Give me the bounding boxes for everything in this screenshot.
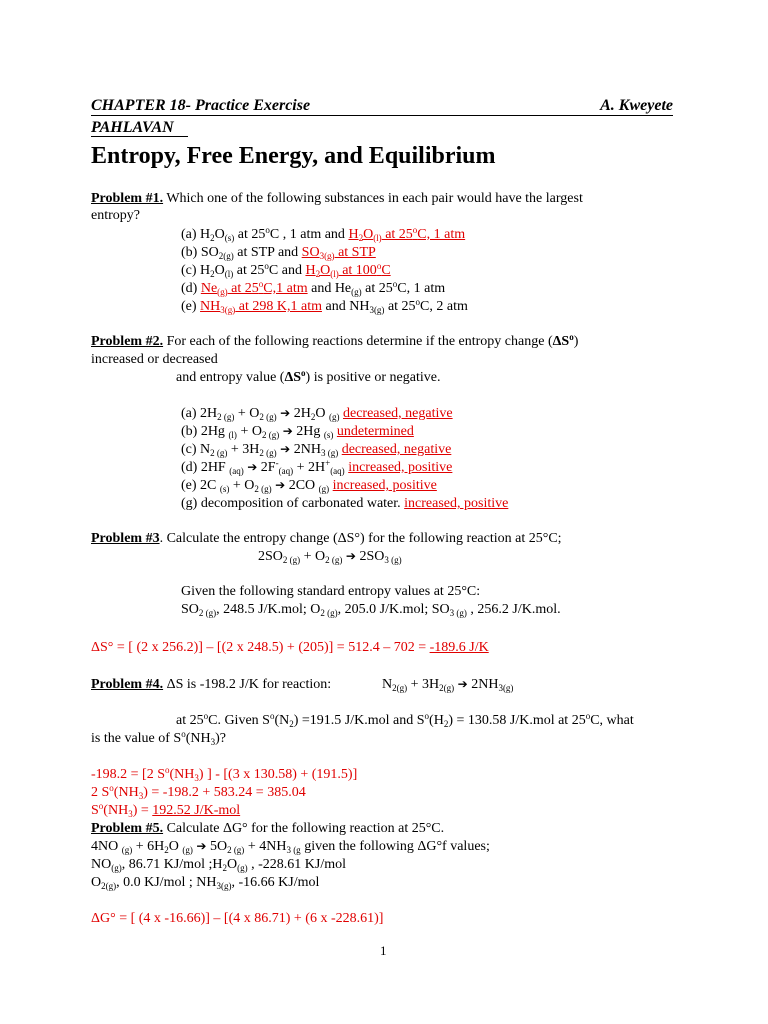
- problem-2-item-a: (a) $2H_{2 (g)} + O_{2 (g)}$ ➔ $2H_2O$ $_{(g)}$ decreased, negative: [181, 406, 453, 422]
- problem-4-reaction: $N_{2(g)} + 3H_{2(g)}$ ➔ $2NH_{3(g)}$: [382, 677, 514, 693]
- answer-2c: decreased, negative: [341, 442, 452, 457]
- answer-2g: increased, positive: [404, 496, 509, 511]
- problem-5-solution: ΔG° = [ (4 x -16.66)] – [(4 x 86.71) + (6 x -228.61)]: [91, 911, 384, 926]
- author-line-2: [91, 119, 188, 137]
- problem-5-values-1: $NO_{(g)}$, 86.71 KJ/mol $;H_2O_{(g)}$ , -228.61 KJ/mol: [91, 857, 346, 873]
- author-name: A. Kweyete: [600, 97, 673, 114]
- problem-2-item-e: (e) 2C $_{(s)} + O_{2 (g)}$ ➔ 2CO $_{(g)}$ increased, positive: [181, 478, 437, 494]
- problem-4-question-end: is the value of $S^o(NH_3)$?: [91, 729, 226, 747]
- problem-3-solution: [91, 640, 489, 655]
- chapter-title: CHAPTER 18- Practice Exercise: [91, 97, 311, 114]
- answer-b: $SO_{3(g)}$ at STP: [301, 245, 376, 261]
- document-header: [91, 97, 673, 116]
- answer-2d: increased, positive: [348, 460, 453, 475]
- problem-2-text: For each of the following reactions determine if the entropy change (: [163, 334, 553, 349]
- problem-3-reaction: $2SO_{2 (g)} + O_{2 (g)}$ ➔ $2SO_{3 (g)}$: [258, 549, 402, 565]
- problem-3-values: $SO_{2 (g)}$, 248.5 J/K.mol; $O_{2 (g)}$, 205.0 J/K.mol; $SO_{3 (g)}$ , 256.2 J/K.mol.: [181, 602, 561, 618]
- author-name-2: PAHLAVAN: [91, 119, 188, 137]
- problem-3-text: . Calculate the entropy change (ΔS°) for the following reaction at 25°C;: [159, 531, 562, 546]
- problem-1-question-cont: entropy?: [91, 208, 140, 223]
- answer-e: $NH_{3(g)}$ at 298 K,1 atm: [200, 299, 322, 315]
- problem-5-values-2: $O_{2(g)}$, 0.0 KJ/mol ; $NH_{3(g)}$, -16.66 KJ/mol: [91, 875, 320, 891]
- problem-1-text: Which one of the following substances in each pair would have the largest: [163, 191, 583, 206]
- page-number: 1: [380, 943, 387, 958]
- answer-2a: decreased, negative: [342, 406, 453, 421]
- problem-5-text: Calculate ΔG° for the following reaction at 25°C.: [163, 821, 445, 836]
- problem-2-question-cont2: and entropy value $(\Delta S^o)$ is positive or negative.: [176, 368, 441, 385]
- problem-2-item-d: (d) 2HF $_{(aq)}$ ➔ $2F^-_{(aq)} + 2H^+_{(aq)}$ increased, positive: [181, 458, 453, 476]
- problem-2-text-3a: and entropy value (: [176, 370, 285, 385]
- problem-1-item-c: (c) $H_2O_{(l)}$ at 25$^o$C and $H_2O_{(l)}$ at 100$^o$C: [181, 261, 391, 279]
- problem-5-given-text: given the following ΔG°f values;: [300, 839, 490, 854]
- problem-4-solution-3: $S^o(NH_3) = 192.52$ J/K-mol: [91, 801, 241, 819]
- problem-5-label: Problem #5.: [91, 821, 164, 836]
- problem-3-label: Problem #3: [91, 531, 160, 546]
- problem-1-label: Problem #1.: [91, 191, 164, 206]
- problem-4-given: at 25$^o$C. Given $S^o(N_2) =191.5$ J/K.mol and $S^o(H_2) = 130.58$ J/K.mol at 25$^o$C, what: [176, 711, 634, 729]
- problem-2-item-c: (c) $N_{2 (g)} + 3H_{2 (g)}$ ➔ $2NH_{3 (g)}$ decreased, negative: [181, 442, 452, 458]
- answer-2b: undetermined: [336, 424, 414, 439]
- problem-2-item-g-text: (g) decomposition of carbonated water.: [181, 496, 401, 511]
- problem-1-item-b: (b) $SO_{2(g)}$ at STP and $SO_{3(g)}$ at STP: [181, 245, 376, 261]
- problem-3-given: Given the following standard entropy values at 25°C:: [181, 584, 481, 599]
- page-title: Entropy, Free Energy, and Equilibrium: [91, 143, 496, 169]
- problem-1-item-d: (d) $Ne_{(g)}$ at 25$^o$C,1 atm and $He_{(g)}$ at 25$^o$C, 1 atm: [181, 279, 446, 297]
- answer-2e: increased, positive: [332, 478, 437, 493]
- problem-1-item-a: (a) $H_2O_{(s)}$ at 25$^o$C , 1 atm and $H_2O_{(l)}$ at 25$^o$C, 1 atm: [181, 225, 466, 243]
- problem-2-label: Problem #2.: [91, 334, 164, 349]
- problem-4-text: ΔS is -198.2 J/K for reaction:: [163, 677, 332, 692]
- problem-4-question: [91, 677, 331, 692]
- problem-4-label: Problem #4.: [91, 677, 164, 692]
- problem-2-question: Problem #2. For each of the following reactions determine if the entropy change $(\Delta S^o)$: [91, 332, 579, 349]
- problem-2-text-3b: ) is positive or negative.: [305, 370, 441, 385]
- answer-c: $H_2O_{(l)}$ at 100$^o$C: [305, 261, 391, 279]
- problem-5-reaction: 4NO $_{(g)} + 6H_2O$ $_{(g)}$ ➔ $5O_{2 (g)} + 4NH_{3 (g}$ given the following ΔG°f values;: [91, 839, 490, 855]
- problem-4-solution-2: 2 $S^o(NH_3) = -198.2 + 583.24 = 385.04$: [91, 783, 306, 801]
- problem-2-item-b: (b) 2Hg $_{(l)} + O_{2 (g)}$ ➔ 2Hg $_{(s)}$ undetermined: [181, 424, 414, 440]
- problem-4-result: 192.52 J/K-mol: [152, 803, 241, 818]
- problem-2-question-cont: increased or decreased: [91, 352, 218, 367]
- problem-1-question: [91, 191, 583, 206]
- problem-3-solution-text: ΔS° = [ (2 x 256.2)] – [(2 x 248.5) + (205)] = 512.4 – 702 =: [91, 640, 430, 655]
- problem-4-solution-1: -198.2 = [2 $S^o(NH_3)$ ] - [(3 x 130.58) + (191.5)]: [91, 765, 358, 783]
- problem-2-item-g: [181, 496, 508, 511]
- problem-3-result: -189.6 J/K: [429, 640, 489, 655]
- answer-a: $H_2O_{(l)}$ at 25$^o$C, 1 atm: [348, 225, 466, 243]
- problem-1-item-e: (e) $NH_{3(g)}$ at 298 K,1 atm and $NH_{3(g)}$ at 25$^o$C, 2 atm: [181, 297, 468, 315]
- answer-d: $Ne_{(g)}$ at 25$^o$C,1 atm: [200, 279, 308, 297]
- problem-5-question: [91, 821, 444, 836]
- problem-3-question: [91, 531, 562, 546]
